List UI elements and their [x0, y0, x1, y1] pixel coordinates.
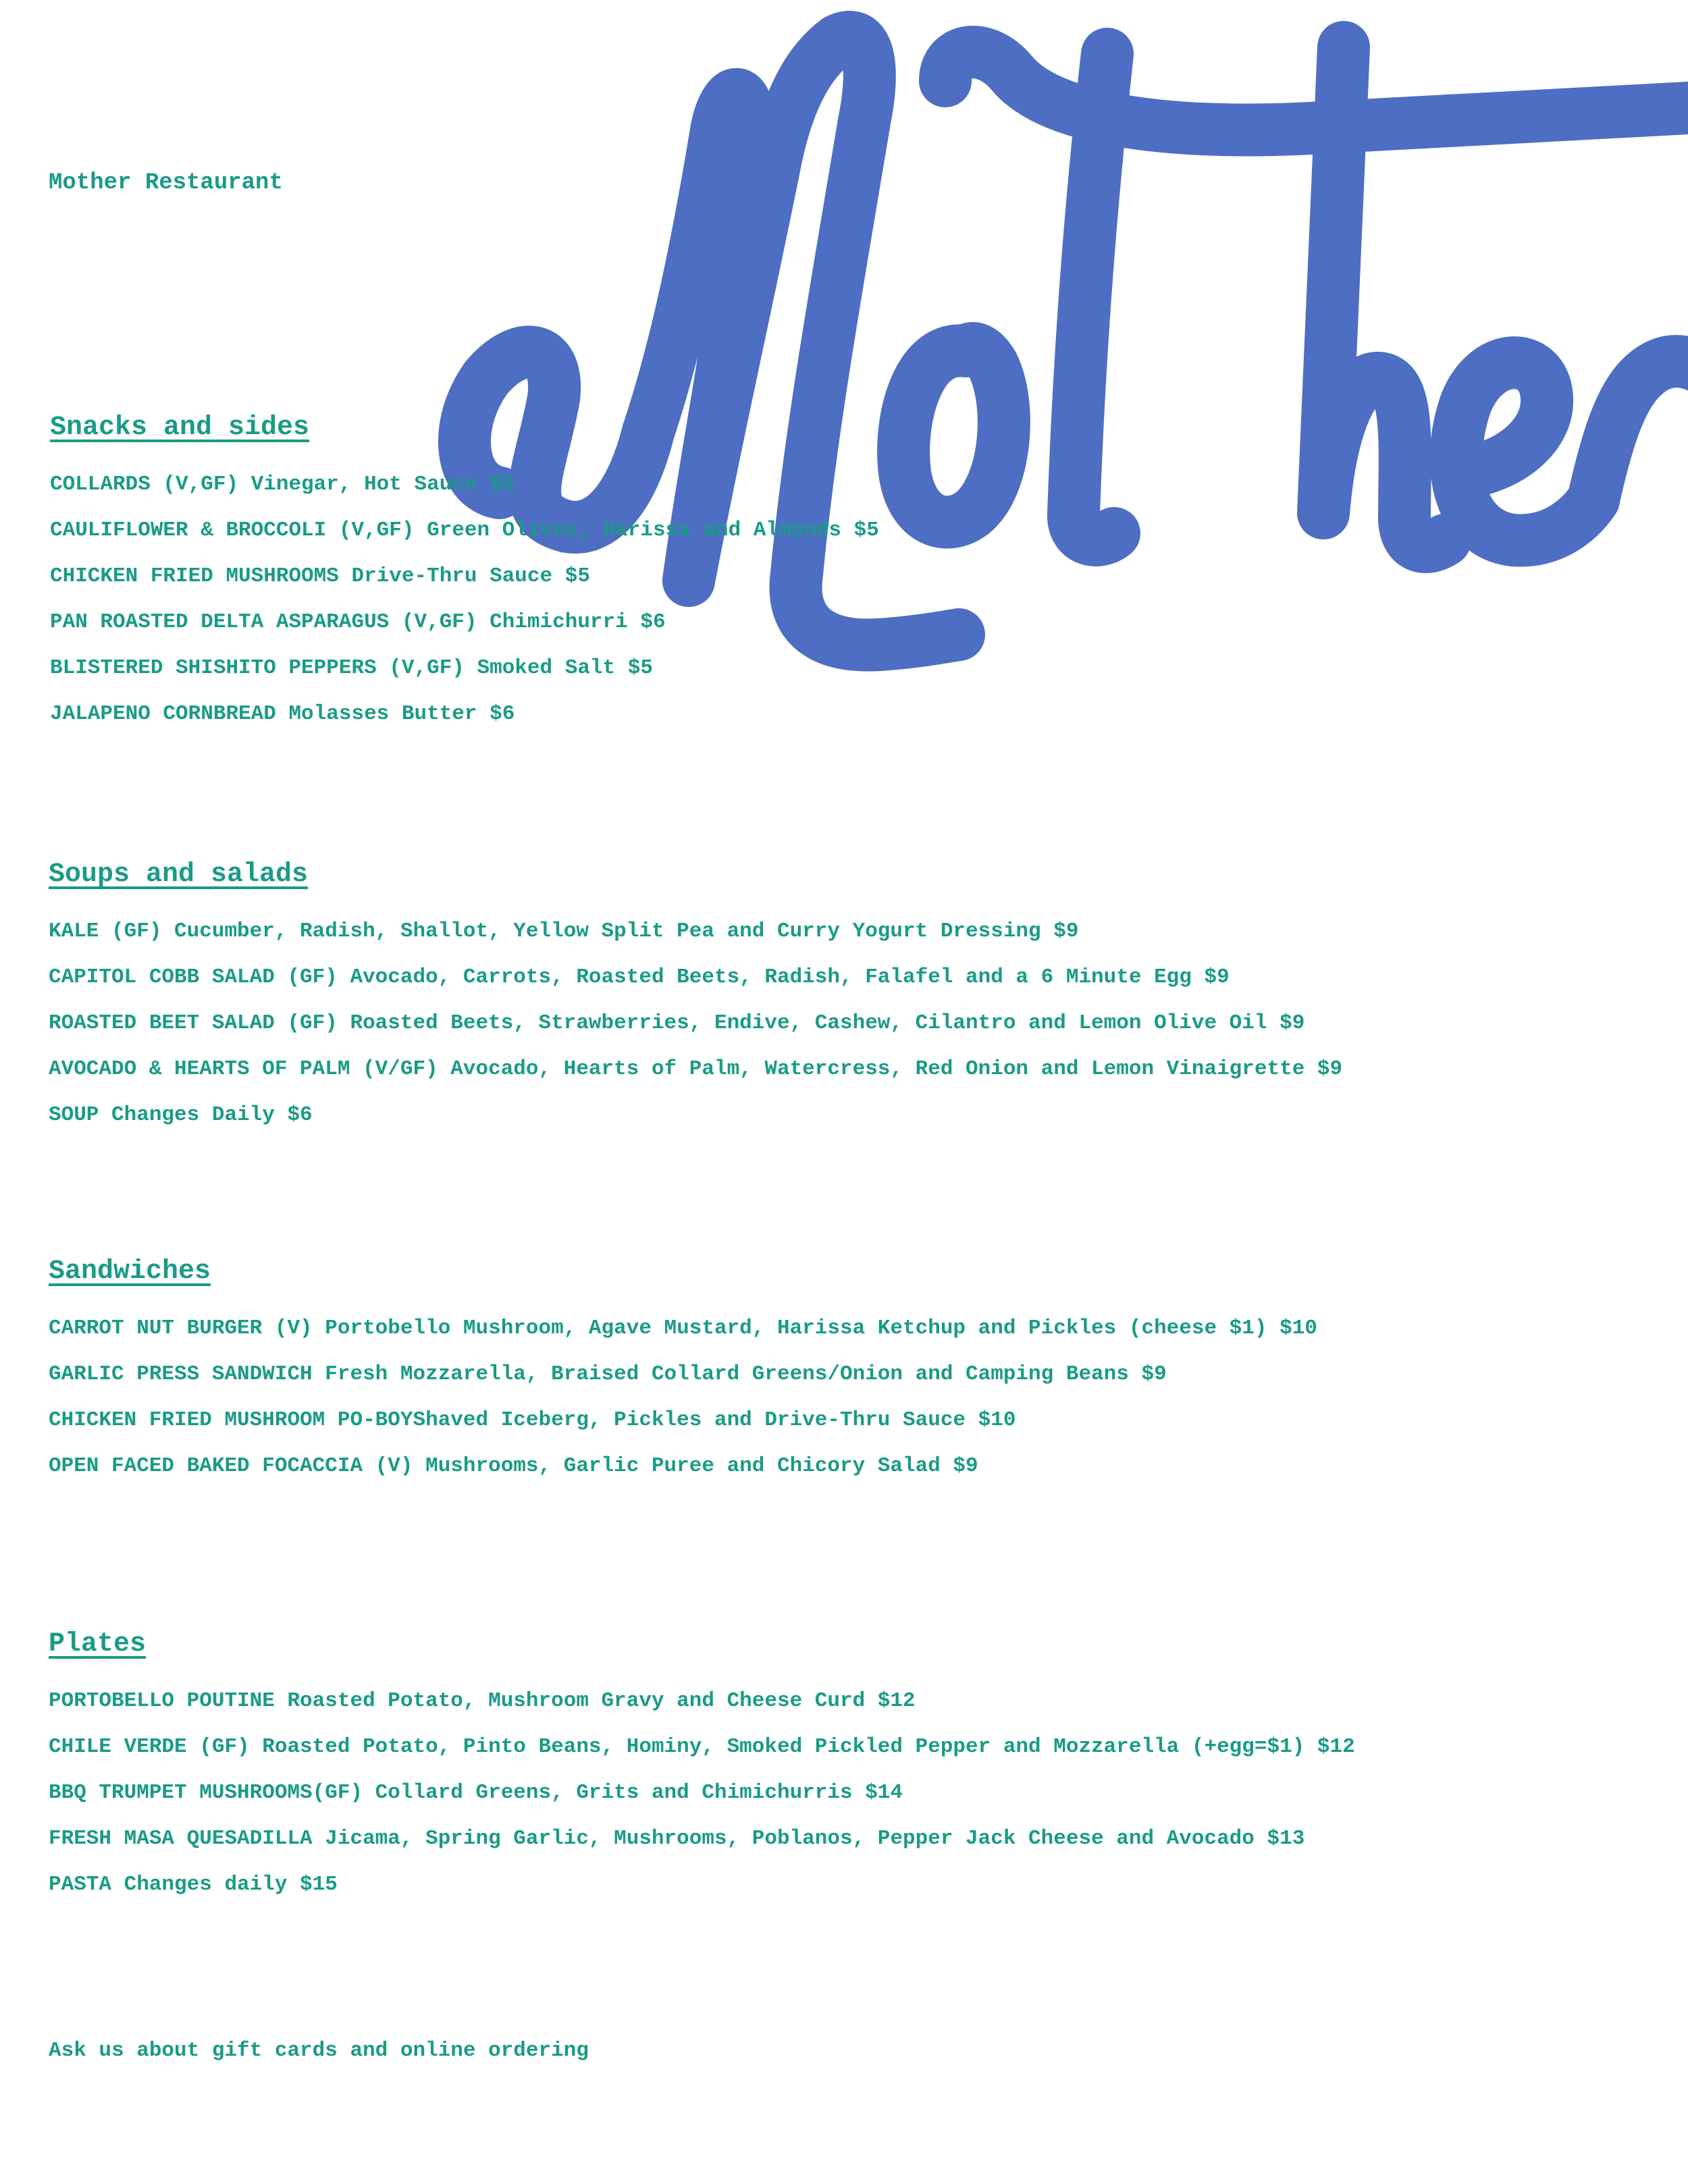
- menu-item: PASTA Changes daily $15: [49, 1873, 338, 1896]
- section-sandwiches: [49, 1254, 1317, 1489]
- menu-item: CHICKEN FRIED MUSHROOM PO-BOYShaved Iceberg, Pickles and Drive-Thru Sauce $10: [49, 1408, 1016, 1432]
- section-title: Sandwiches: [49, 1256, 211, 1287]
- menu-item: CAPITOL COBB SALAD (GF) Avocado, Carrots, Roasted Beets, Radish, Falafel and a 6 Minute Egg $9: [49, 965, 1230, 989]
- menu-item: CHICKEN FRIED MUSHROOMS Drive-Thru Sauce $5: [50, 564, 590, 588]
- menu-item: SOUP Changes Daily $6: [49, 1103, 313, 1127]
- menu-item: BBQ TRUMPET MUSHROOMS(GF) Collard Greens, Grits and Chimichurris $14: [49, 1781, 903, 1805]
- menu-item: CHILE VERDE (GF) Roasted Potato, Pinto Beans, Hominy, Smoked Pickled Pepper and Mozzarella (+egg=$1) $12: [49, 1735, 1355, 1759]
- section-soups-and-salads: [49, 857, 1342, 1138]
- section-title: Plates: [49, 1629, 147, 1659]
- restaurant-name: Mother Restaurant: [49, 170, 283, 196]
- menu-item: CARROT NUT BURGER (V) Portobello Mushroom, Agave Mustard, Harissa Ketchup and Pickles (cheese $1) $10: [49, 1316, 1317, 1340]
- menu-item: CAULIFLOWER & BROCCOLI (V,GF) Green Olives, Harissa and Almonds $5: [50, 518, 879, 542]
- menu-item: JALAPENO CORNBREAD Molasses Butter $6: [50, 702, 515, 726]
- menu-item: OPEN FACED BAKED FOCACCIA (V) Mushrooms, Garlic Puree and Chicory Salad $9: [49, 1454, 978, 1478]
- section-snacks-and-sides: [50, 410, 879, 737]
- menu-item: GARLIC PRESS SANDWICH Fresh Mozzarella, Braised Collard Greens/Onion and Camping Beans $9: [49, 1362, 1167, 1386]
- menu-item: COLLARDS (V,GF) Vinegar, Hot Sauce $5: [50, 473, 515, 496]
- section-title: Snacks and sides: [50, 412, 310, 443]
- section-plates: [49, 1627, 1355, 1908]
- menu-item: FRESH MASA QUESADILLA Jicama, Spring Garlic, Mushrooms, Poblanos, Pepper Jack Cheese and Avocado $13: [49, 1827, 1305, 1850]
- section-title: Soups and salads: [49, 859, 309, 890]
- menu-item: PORTOBELLO POUTINE Roasted Potato, Mushroom Gravy and Cheese Curd $12: [49, 1689, 916, 1713]
- menu-item: PAN ROASTED DELTA ASPARAGUS (V,GF) Chimichurri $6: [50, 610, 666, 634]
- menu-item: AVOCADO & HEARTS OF PALM (V/GF) Avocado, Hearts of Palm, Watercress, Red Onion and Lemon Vinaigrette $9: [49, 1057, 1343, 1081]
- menu-item: KALE (GF) Cucumber, Radish, Shallot, Yellow Split Pea and Curry Yogurt Dressing $9: [49, 920, 1079, 943]
- menu-item: BLISTERED SHISHITO PEPPERS (V,GF) Smoked Salt $5: [50, 656, 653, 680]
- footer-note: Ask us about gift cards and online ordering: [49, 2039, 589, 2062]
- menu-item: ROASTED BEET SALAD (GF) Roasted Beets, Strawberries, Endive, Cashew, Cilantro and Lemon Olive Oil $9: [49, 1011, 1305, 1035]
